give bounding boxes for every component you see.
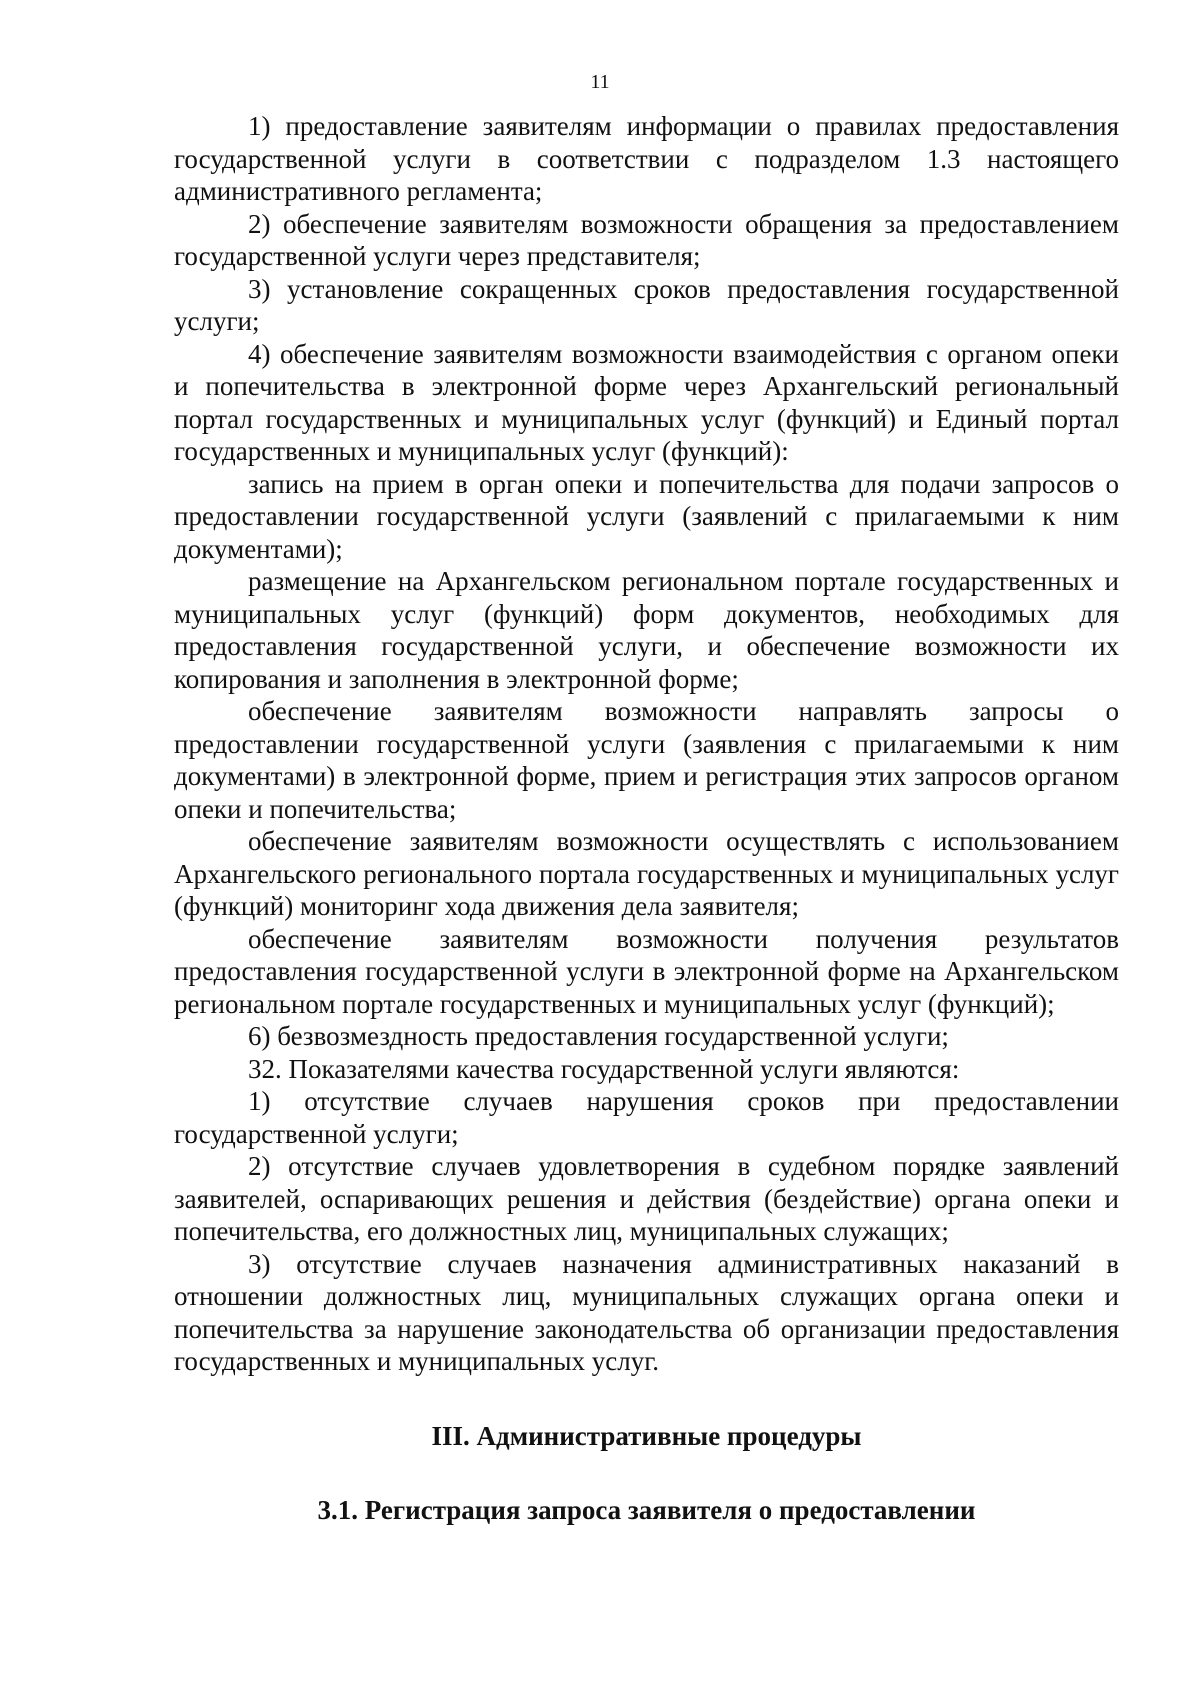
paragraph-item-3: 3) установление сокращенных сроков предоставления государственной услуги; <box>174 273 1119 336</box>
paragraph-subitem-monitoring: обеспечение заявителям возможности осуществлять с использованием Архангельского регионального портала государственных и муниципальных услуг (функций) мониторинг хода движения дела заявителя; <box>174 826 1119 921</box>
paragraph-quality-2: 2) отсутствие случаев удовлетворения в судебном порядке заявлений заявителей, оспаривающих решения и действия (бездействие) органа опеки и попечительства, его должностных лиц, муниципальных служащих; <box>174 1151 1119 1246</box>
paragraph-item-6: 6) безвозмездность предоставления государственной услуги; <box>248 1021 949 1051</box>
paragraph-quality-3: 3) отсутствие случаев назначения административных наказаний в отношении должностных лиц, муниципальных служащих органа опеки и попечительства за нарушение законодательства об организации предоставления государственных и муниципальных услуг. <box>174 1248 1119 1376</box>
paragraph-subitem-results: обеспечение заявителям возможности получения результатов предоставления государственной услуги в электронной форме на Архангельском региональном портале государственных и муниципальных услуг (функций); <box>174 923 1119 1019</box>
section-heading: III. Административные процедуры <box>431 1420 862 1451</box>
paragraph-quality-1: 1) отсутствие случаев нарушения сроков при предоставлении государственной услуги; <box>174 1086 1119 1149</box>
document-body <box>174 110 1119 1527</box>
paragraph-clause-32: 32. Показателями качества государственной услуги являются: <box>248 1053 960 1084</box>
paragraph-subitem-forms: размещение на Архангельском региональном портале государственных и муниципальных услуг (функций) форм документов, необходимых для предоставления государственной услуги, и обеспечение возможности их копирования и заполнения в электронной форме; <box>174 566 1119 694</box>
paragraph-item-1: 1) предоставление заявителям информации о правилах предоставления государственной услуги в соответствии с подразделом 1.3 настоящего административного регламента; <box>174 111 1119 206</box>
subsection-heading: 3.1. Регистрация запроса заявителя о предоставлении <box>317 1495 976 1525</box>
paragraph-subitem-requests: обеспечение заявителям возможности направлять запросы о предоставлении государственной услуги (заявления с прилагаемыми к ним документами) в электронной форме, прием и регистрация этих запросов органом опеки и попечительства; <box>174 696 1119 824</box>
paragraph-item-2: 2) обеспечение заявителям возможности обращения за предоставлением государственной услуги через представителя; <box>174 208 1119 271</box>
paragraph-item-4: 4) обеспечение заявителям возможности взаимодействия с органом опеки и попечительства в электронной форме через Архангельский региональный портал государственных и муниципальных услуг (функций) и Единый портал государственных и муниципальных услуг (функций): <box>174 338 1119 466</box>
paragraph-subitem-appointment: запись на прием в орган опеки и попечительства для подачи запросов о предоставлении государственной услуги (заявлений с прилагаемыми к ним документами); <box>174 468 1119 564</box>
page-number: 11 <box>590 71 610 93</box>
